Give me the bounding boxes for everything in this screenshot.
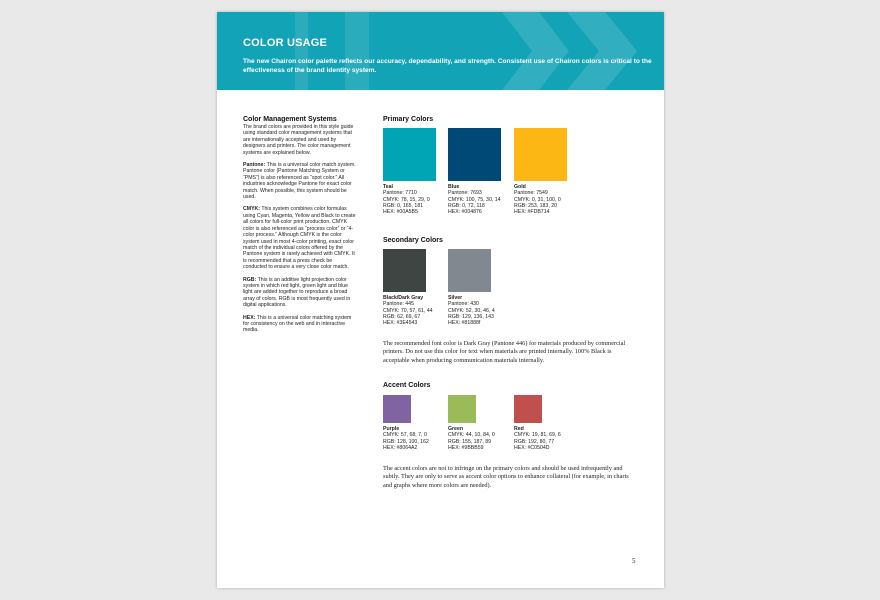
primary-color-gold (514, 128, 567, 215)
secondary-color-dark-gray (383, 249, 433, 326)
color-name: Green (448, 426, 463, 432)
color-swatch (448, 249, 491, 292)
pantone-value: Pantone: 430 (448, 301, 479, 308)
primary-color-teal (383, 128, 436, 215)
pantone-value: Pantone: 7549 (514, 190, 548, 197)
color-name: Blue (448, 184, 460, 190)
hex-value: HEX: #3E4543 (383, 320, 418, 327)
cmyk-value: CMYK: 44, 10, 84, 0 (448, 432, 495, 439)
rgb-value: RGB: 62, 69, 67 (383, 313, 421, 320)
font-color-note: The recommended font color is Dark Gray (Pantone 446) for materials produced by commercial printers. Do not use this color for text when materials are printed internally. 100% Black is acceptable when producing communication materials internally. (383, 340, 626, 364)
pantone-value: Pantone: 445 (383, 301, 414, 308)
rgb-value: RGB: 129, 136, 143 (448, 313, 494, 320)
rgb-value: RGB: 0, 165, 181 (383, 202, 424, 209)
accent-color-purple (383, 395, 429, 451)
accent-color-red (514, 395, 561, 451)
color-name: Black/Dark Gray (383, 295, 424, 301)
color-name: Red (514, 426, 524, 432)
color-name: Purple (383, 426, 400, 432)
rgb-text: This is an additive light projection color system in which red light, green light and blue light are added together to reproduce a broad array of colors. RGB is most frequently used in digital applications. (243, 276, 351, 309)
primary-colors-title: Primary Colors (383, 116, 434, 123)
hex-value: HEX: #00A5B5 (383, 209, 418, 216)
color-name: Teal (383, 184, 393, 190)
color-swatch (514, 395, 542, 423)
color-swatch (448, 128, 501, 181)
accent-colors-title: Accent Colors (383, 382, 431, 389)
hex-value: HEX: #C0504D (514, 444, 550, 451)
page-title: COLOR USAGE (243, 37, 328, 49)
cmyk-text: This system combines color formulas using Cyan, Magenta, Yellow and Black to create all colors for full-color print production. CMYK color is also referenced as “process color” or “4-color process.” Although CMYK is the color system used in most 4-color printing, exact color match of the individual colors offered by the Pantone system is rarely achieved with CMYK. It is recommended that a press check be conducted to ensure a very close color match. (243, 206, 356, 271)
hex-text: This is a universal color matching system for consistency on the web and in interactive media. (243, 314, 352, 334)
color-swatch (383, 395, 411, 423)
cmyk-paragraph (243, 206, 357, 270)
hex-label: HEX: (243, 314, 256, 321)
secondary-colors-title: Secondary Colors (383, 237, 443, 244)
document-page (217, 12, 664, 588)
rgb-label: RGB: (243, 276, 257, 283)
color-swatch (514, 128, 567, 181)
rgb-value: RGB: 128, 100, 162 (383, 438, 429, 445)
color-name: Silver (448, 295, 463, 301)
header-banner (217, 12, 664, 90)
hex-value: HEX: #FDB714 (514, 209, 550, 216)
color-name: Gold (514, 184, 526, 190)
cmyk-value: CMYK: 19, 81, 69, 6 (514, 432, 561, 439)
cmyk-label: CMYK: (243, 206, 261, 213)
rgb-value: RGB: 155, 187, 89 (448, 438, 491, 445)
cmyk-value: CMYK: 0, 31, 100, 0 (514, 196, 561, 203)
rgb-value: RGB: 192, 80, 77 (514, 438, 555, 445)
secondary-color-silver (448, 249, 495, 326)
primary-color-blue (448, 128, 501, 215)
rgb-paragraph (243, 277, 357, 309)
section-heading: Color Management Systems (243, 116, 337, 123)
hex-value: HEX: #81888f (448, 320, 481, 327)
cmyk-value: CMYK: 52, 30, 46, 4 (448, 307, 495, 314)
rgb-value: RGB: 253, 183, 20 (514, 202, 557, 209)
pantone-text: This is a universal color match system. Pantone color (Pantone Matching System or “PMS”) is also referenced as “spot color.” All industries acknowledge Pantone for exact color match. When possible, this system should be used. (243, 162, 356, 201)
cmyk-value: CMYK: 57, 68, 7, 0 (383, 432, 427, 439)
accent-color-green (448, 395, 495, 451)
color-swatch (448, 395, 476, 423)
accent-usage-note: The accent colors are not to infringe on the primary colors and should be used infrequently and subtly. They are only to serve as accent color options to enhance collateral (for example, in charts and graphs where more colors are needed). (383, 465, 629, 489)
rgb-value: RGB: 0, 72, 118 (448, 202, 485, 209)
pantone-value: Pantone: 7693 (448, 190, 482, 197)
color-swatch (383, 128, 436, 181)
cmyk-value: CMYK: 100, 75, 30, 14 (448, 196, 501, 203)
pantone-paragraph (243, 162, 357, 200)
cmyk-value: CMYK: 78, 15, 29, 0 (383, 196, 430, 203)
banner-decoration (217, 12, 664, 90)
intro-paragraph: The brand colors are provided in this style guide using standard color management systems that are internationally accepted and used by designers and printers. The color management systems are explained below. (243, 124, 354, 156)
hex-value: HEX: #8064A2 (383, 444, 418, 451)
pantone-label: Pantone: (243, 162, 266, 169)
color-swatch (383, 249, 426, 292)
hex-value: HEX: #004876 (448, 209, 482, 216)
page-subtitle: The new Chairon color palette reflects our accuracy, dependability, and strength. Consistent use of Chairon colors is critical to the effectiveness of the brand identity system. (243, 58, 652, 74)
hex-paragraph (243, 315, 357, 334)
pantone-value: Pantone: 7710 (383, 190, 417, 197)
cmyk-value: CMYK: 70, 57, 61, 44 (383, 307, 433, 314)
hex-value: HEX: #9BBB59 (448, 444, 484, 451)
page-number: 5 (632, 557, 636, 565)
color-management-column (243, 116, 357, 340)
